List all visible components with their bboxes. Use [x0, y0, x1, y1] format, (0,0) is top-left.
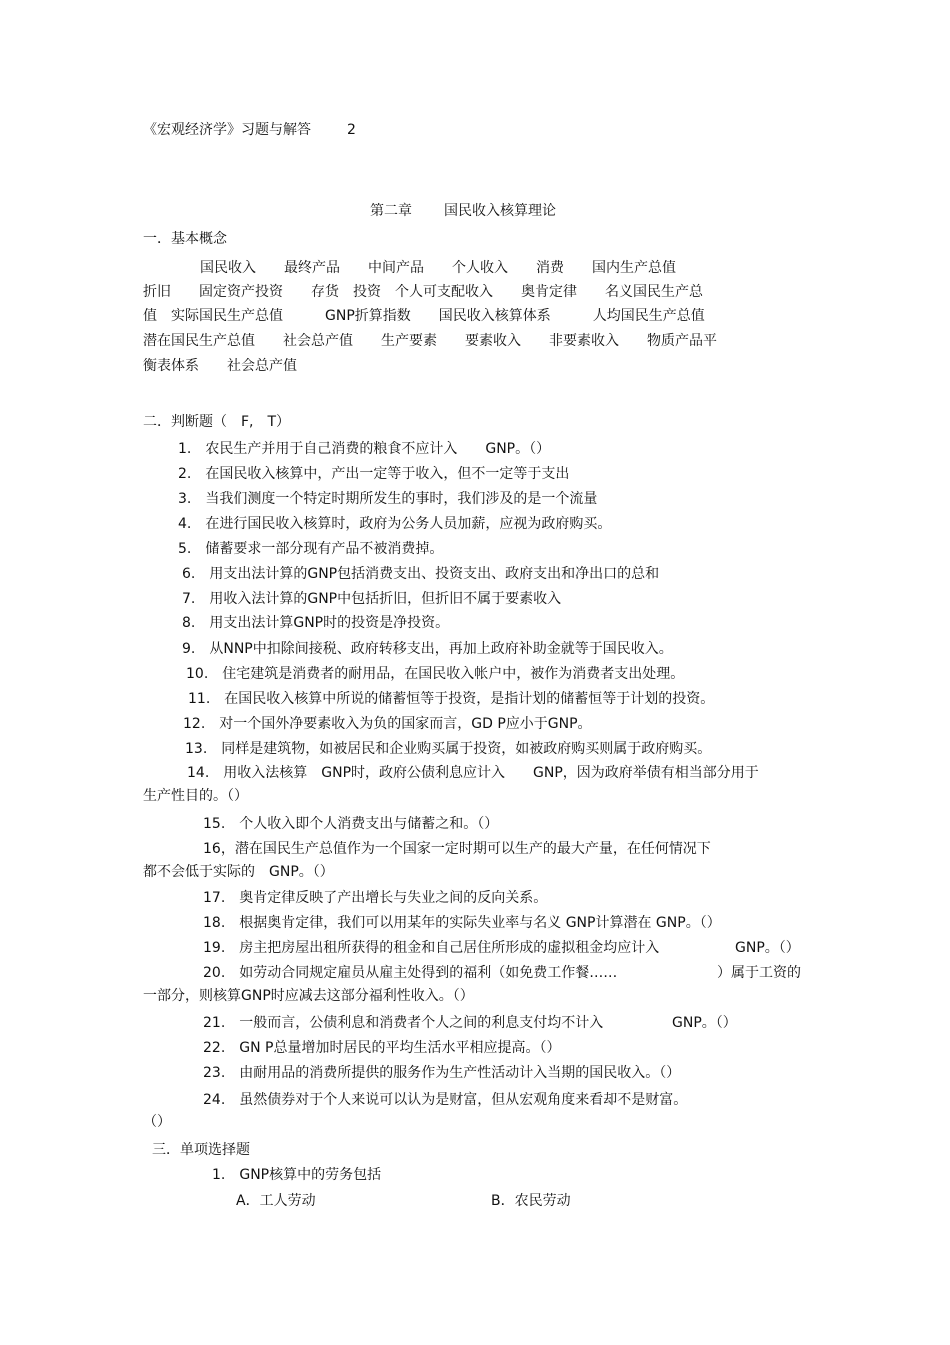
- chapter-heading: [370, 202, 556, 220]
- section-heading-multiple-choice: 三．单项选择题: [152, 1142, 250, 1158]
- concept-line: 国民收入 最终产品 中间产品 个人收入 消费 国内生产总值: [200, 260, 676, 276]
- page-number: 2: [347, 122, 356, 138]
- section-heading-concepts: 一．基本概念: [143, 231, 227, 247]
- question-item: 17. 奥肯定律反映了产出增长与失业之间的反向关系。: [203, 890, 548, 906]
- question-item: 24. 虽然债券对于个人来说可以认为是财富，但从宏观角度来看却不是财富。: [203, 1092, 688, 1108]
- question-continuation: 生产性目的。（）: [143, 788, 248, 804]
- question-item: 11. 在国民收入核算中所说的储蓄恒等于投资，是指计划的储蓄恒等于计划的投资。: [188, 691, 715, 707]
- question-continuation: （）: [143, 1114, 171, 1130]
- choice-question: 1. GNP核算中的劳务包括: [212, 1167, 382, 1183]
- question-item: 18. 根据奥肯定律，我们可以用某年的实际失业率与名义 GNP计算潜在 GNP。（）: [203, 915, 721, 931]
- question-item-tail: GNP。（）: [735, 940, 800, 956]
- question-item: 3. 当我们测度一个特定时期所发生的事时，我们涉及的是一个流量: [178, 491, 598, 507]
- document-header: [143, 121, 356, 139]
- question-item: 1. 农民生产并用于自己消费的粮食不应计入 GNP。（）: [178, 441, 551, 457]
- question-continuation: 都不会低于实际的 GNP。（）: [143, 864, 334, 880]
- section-heading-true-false: 二．判断题（ F, T）: [143, 414, 291, 430]
- question-item: 22. GN P总量增加时居民的平均生活水平相应提高。（）: [203, 1040, 561, 1056]
- question-item: 7. 用收入法计算的GNP中包括折旧，但折旧不属于要素收入: [182, 591, 562, 607]
- concept-line: 折旧 固定资产投资 存货 投资 个人可支配收入 奥肯定律 名义国民生产总: [143, 284, 703, 300]
- chapter-title: 国民收入核算理论: [444, 203, 556, 219]
- question-item: 16，潜在国民生产总值作为一个国家一定时期可以生产的最大产量，在任何情况下: [203, 841, 711, 857]
- concept-line: 衡表体系 社会总产值: [143, 358, 297, 374]
- question-item-tail: GNP。（）: [672, 1015, 737, 1031]
- question-item: 4. 在进行国民收入核算时，政府为公务人员加薪，应视为政府购买。: [178, 516, 612, 532]
- question-item: 14. 用收入法核算 GNP时，政府公债利息应计入 GNP，因为政府举债有相当部分用于: [187, 765, 759, 781]
- document-title: 《宏观经济学》习题与解答: [143, 122, 311, 138]
- question-item: 12. 对一个国外净要素收入为负的国家而言，GD P应小于GNP。: [183, 716, 592, 732]
- question-item: 23. 由耐用品的消费所提供的服务作为生产性活动计入当期的国民收入。（）: [203, 1065, 681, 1081]
- question-item: 6. 用支出法计算的GNP包括消费支出、投资支出、政府支出和净出口的总和: [182, 566, 660, 582]
- chapter-number: 第二章: [370, 203, 412, 219]
- question-item: 19. 房主把房屋出租所获得的租金和自己居住所形成的虚拟租金均应计入: [203, 940, 660, 956]
- question-item: 10. 住宅建筑是消费者的耐用品，在国民收入帐户中，被作为消费者支出处理。: [186, 666, 685, 682]
- question-item: 9. 从NNP中扣除间接税、政府转移支出，再加上政府补助金就等于国民收入。: [182, 641, 673, 657]
- question-item: 5. 储蓄要求一部分现有产品不被消费掉。: [178, 541, 444, 557]
- question-continuation: 一部分，则核算GNP时应减去这部分福利性收入。（）: [143, 988, 474, 1004]
- question-item: 13. 同样是建筑物，如被居民和企业购买属于投资，如被政府购买则属于政府购买。: [185, 741, 712, 757]
- concept-line: 潜在国民生产总值 社会总产值 生产要素 要素收入 非要素收入 物质产品平: [143, 333, 717, 349]
- question-item-tail: ）属于工资的: [717, 965, 801, 981]
- question-item: 21. 一般而言，公债利息和消费者个人之间的利息支付均不计入: [203, 1015, 604, 1031]
- choice-option-a: A．工人劳动: [236, 1193, 316, 1209]
- question-item: 2. 在国民收入核算中，产出一定等于收入，但不一定等于支出: [178, 466, 570, 482]
- concept-line: 值 实际国民生产总值 GNP折算指数 国民收入核算体系 人均国民生产总值: [143, 308, 705, 324]
- choice-option-b: B．农民劳动: [491, 1193, 571, 1209]
- question-item: 20. 如劳动合同规定雇员从雇主处得到的福利（如免费工作餐……: [203, 965, 618, 981]
- question-item: 15. 个人收入即个人消费支出与储蓄之和。（）: [203, 816, 499, 832]
- question-item: 8. 用支出法计算GNP时的投资是净投资。: [182, 615, 450, 631]
